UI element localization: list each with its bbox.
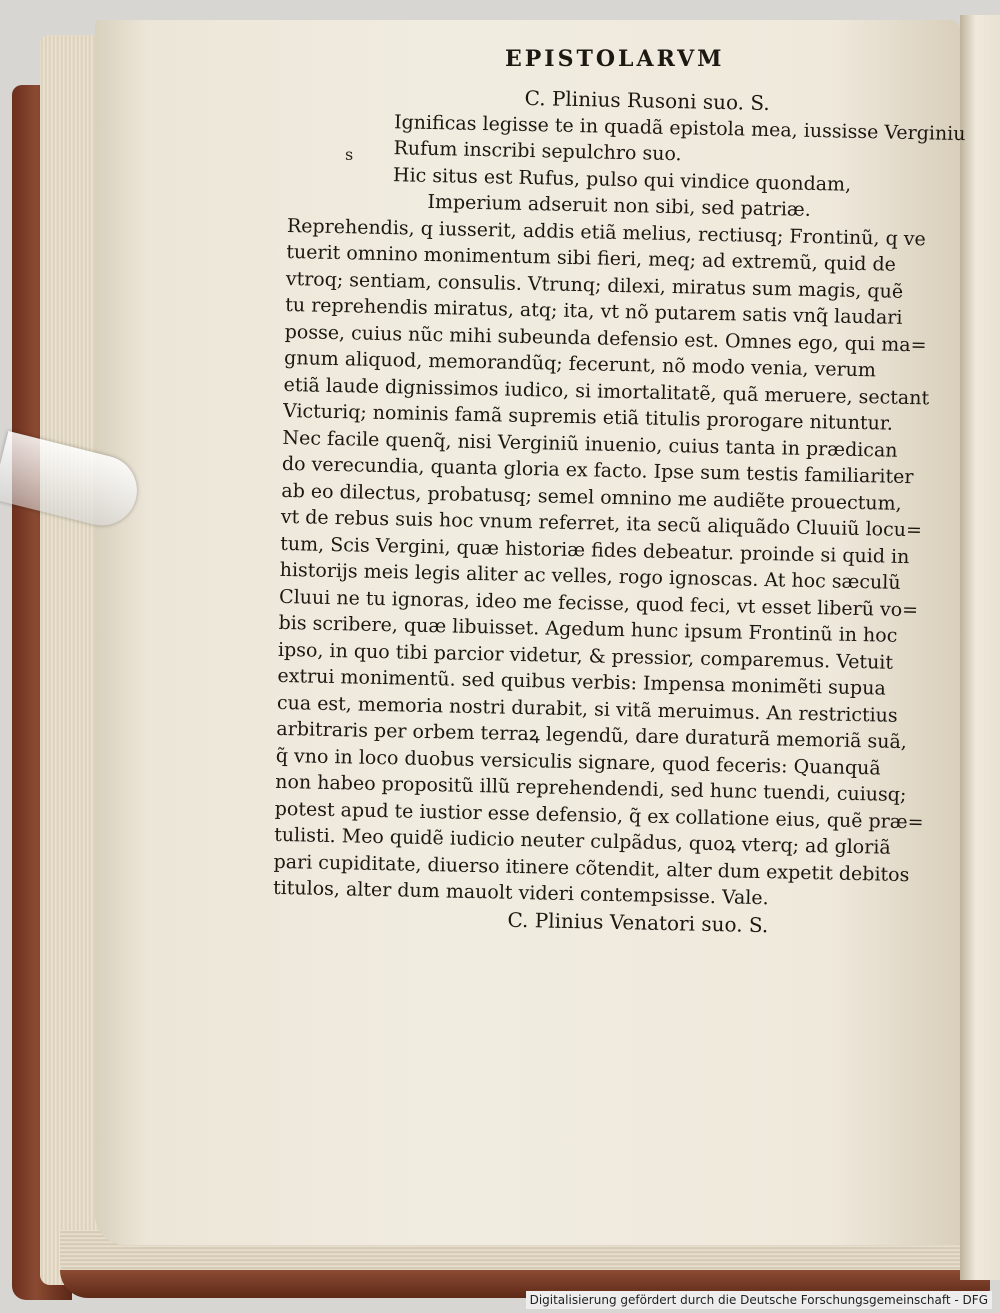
text-line: pari cupiditate, diuerso itinere cõtendit, alter dum expetit debitos xyxy=(273,850,910,886)
text-line: titulos, alter dum mauolt videri contempsisse. Vale. xyxy=(272,876,769,910)
text-line: non habeo propositũ illũ reprehendendi, sed hunc tuendi, cuiusq; xyxy=(275,770,907,807)
text-line: ipso, in quo tibi parcior videtur, & pressior, comparemus. Vetuit xyxy=(277,638,894,674)
text-line: vtroq; sentiam, consulis. Vtrunq; dilexi, miratus sum magis, quẽ xyxy=(285,267,904,303)
text-line: etiã laude dignissimos iudico, si imortalitatẽ, quã meruere, sectant xyxy=(283,373,930,409)
text-line: tu reprehendis miratus, atq; ita, vt nõ putarem satis vnq̃ laudari xyxy=(285,293,903,329)
text-line: tum, Scis Vergini, quæ historiæ fides debeatur. proinde si quid in xyxy=(280,532,910,568)
text-line: potest apud te iustior esse defensio, q̃ ex collatione eius, quẽ præ= xyxy=(274,797,924,833)
letter-heading: C. Plinius Rusoni suo. S. xyxy=(524,85,770,116)
text-line: q̃ vno in loco duobus versiculis signare, quod feceris: Quanquã xyxy=(275,744,881,780)
text-line: Cluui ne tu ignoras, ideo me fecisse, quod feci, vt esset liberũ vo= xyxy=(278,585,919,621)
running-head: EPISTOLARVM xyxy=(505,46,725,72)
text-line: Nec facile quenq̃, nisi Verginiũ inuenio, cuius tanta in prædican xyxy=(282,426,898,462)
text-line: do verecundia, quanta gloria ex facto. Ipse sum testis familiariter xyxy=(281,452,914,489)
text-line: bis scribere, quæ libuisset. Agedum hunc ipsum Frontinũ in hoc xyxy=(278,611,898,647)
text-line: posse, cuius nũc mihi subeunda defensio est. Omnes ego, qui ma= xyxy=(284,320,927,356)
text-line: historijs meis legis aliter ac velles, rogo ignoscas. At hoc sæculũ xyxy=(279,558,901,594)
facing-page-edge xyxy=(960,15,1000,1280)
text-line: Victuriq; nominis famã supremis etiã titulis prorogare nituntur. xyxy=(282,399,894,435)
digitization-credit: Digitalisierung gefördert durch die Deutsche Forschungsgemeinschaft - DFG xyxy=(526,1291,992,1309)
text-line: Ignificas legisse te in quadã epistola mea, iussisse Verginiu xyxy=(393,110,966,145)
text-line: ab eo dilectus, probatusq; semel omnino me audiẽte prouectum, xyxy=(281,479,902,515)
text-line: cua est, memoria nostri durabit, si vitã meruimus. An restrictius xyxy=(276,691,898,727)
margin-mark: s xyxy=(345,145,354,164)
letter-heading: C. Plinius Venatori suo. S. xyxy=(507,907,769,937)
text-line: tuerit omnino monimentum sibi fieri, meq; ad extremũ, quid de xyxy=(286,240,897,276)
letter-text xyxy=(272,80,966,941)
text-line: extrui monimentũ. sed quibus verbis: Impensa monimẽti supua xyxy=(277,664,887,700)
text-line: Imperium adseruit non sibi, sed patriæ. xyxy=(427,190,812,221)
text-line: arbitraris per orbem terraꝝ legendũ, dare duraturã memoriã suã, xyxy=(276,717,908,754)
text-line: Reprehendis, q iusserit, addis etiã melius, rectiusq; Frontinũ, q ve xyxy=(286,214,926,250)
text-line: gnum aliquod, memorandũq; fecerunt, nõ modo venia, verum xyxy=(283,346,877,382)
text-line: tulisti. Meo quidẽ iudicio neuter culpãdus, quoꝝ vterq; ad gloriã xyxy=(273,823,891,859)
text-line: vt de rebus suis hoc vnum referret, ita secũ aliquãdo Cluuiũ locu= xyxy=(280,505,923,542)
text-line: Rufum inscribi sepulchro suo. xyxy=(393,137,682,166)
text-line: Hic situs est Rufus, pulso qui vindice quondam, xyxy=(392,163,852,196)
